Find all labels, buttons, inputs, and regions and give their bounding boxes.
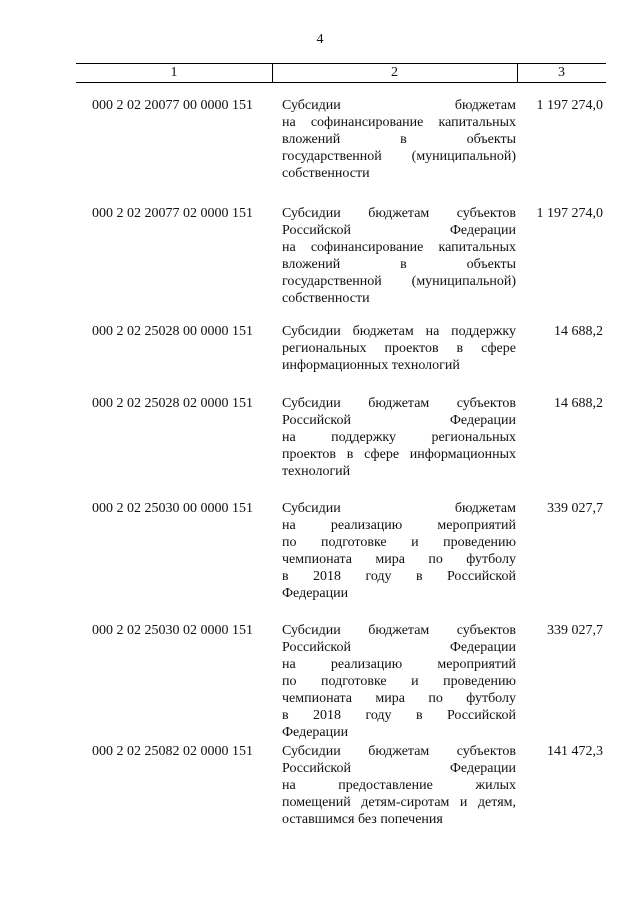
description-line: государственной (муниципальной): [282, 149, 516, 164]
amount: 14 688,2: [554, 396, 603, 411]
budget-code: 000 2 02 25030 02 0000 151: [92, 623, 253, 638]
description-line: на софинансирование капитальных: [282, 115, 516, 130]
description-line: Российской Федерации: [282, 223, 516, 238]
budget-code: 000 2 02 20077 00 0000 151: [92, 98, 253, 113]
description-line: технологий: [282, 464, 351, 479]
description-line: Субсидии бюджетам: [282, 501, 516, 516]
description: [282, 743, 516, 828]
description-line: оставшимся без попечения: [282, 812, 443, 827]
description: [282, 500, 516, 602]
description-line: по подготовке и проведению: [282, 535, 516, 550]
column-header-2: 2: [272, 64, 518, 82]
page-number: 4: [316, 32, 324, 47]
description-line: Российской Федерации: [282, 640, 516, 655]
description-line: Российской Федерации: [282, 761, 516, 776]
budget-code: 000 2 02 25028 00 0000 151: [92, 324, 253, 339]
description-line: Субсидии бюджетам на поддержку: [282, 324, 516, 339]
amount: 1 197 274,0: [536, 98, 603, 113]
column-header-1: 1: [76, 64, 273, 82]
budget-code: 000 2 02 25030 00 0000 151: [92, 501, 253, 516]
description-line: вложений в объекты: [282, 257, 516, 272]
description-line: Российской Федерации: [282, 413, 516, 428]
description-line: собственности: [282, 166, 370, 181]
description-line: Федерации: [282, 725, 349, 740]
description-line: Субсидии бюджетам: [282, 98, 516, 113]
description-line: на поддержку региональных: [282, 430, 516, 445]
description-line: в 2018 году в Российской: [282, 708, 516, 723]
description-line: на реализацию мероприятий: [282, 518, 516, 533]
description-line: по подготовке и проведению: [282, 674, 516, 689]
amount: 339 027,7: [547, 623, 603, 638]
description-line: информационных технологий: [282, 358, 460, 373]
description-line: на предоставление жилых: [282, 778, 516, 793]
description-line: Субсидии бюджетам субъектов: [282, 206, 516, 221]
description-line: Федерации: [282, 586, 349, 601]
description-line: Субсидии бюджетам субъектов: [282, 744, 516, 759]
description: [282, 622, 516, 741]
description-line: в 2018 году в Российской: [282, 569, 516, 584]
description: [282, 97, 516, 182]
description-line: собственности: [282, 291, 370, 306]
column-header-3: 3: [558, 65, 565, 80]
amount: 339 027,7: [547, 501, 603, 516]
description-line: чемпионата мира по футболу: [282, 552, 516, 567]
description-line: проектов в сфере информационных: [282, 447, 516, 462]
amount: 1 197 274,0: [536, 206, 603, 221]
table-column-header: [76, 63, 606, 83]
description: [282, 395, 516, 480]
description-line: вложений в объекты: [282, 132, 516, 147]
description: [282, 323, 516, 374]
description-line: Субсидии бюджетам субъектов: [282, 623, 516, 638]
description-line: чемпионата мира по футболу: [282, 691, 516, 706]
description-line: региональных проектов в сфере: [282, 341, 516, 356]
budget-code: 000 2 02 25082 02 0000 151: [92, 744, 253, 759]
budget-code: 000 2 02 25028 02 0000 151: [92, 396, 253, 411]
description-line: на софинансирование капитальных: [282, 240, 516, 255]
amount: 14 688,2: [554, 324, 603, 339]
description-line: государственной (муниципальной): [282, 274, 516, 289]
budget-code: 000 2 02 20077 02 0000 151: [92, 206, 253, 221]
description-line: помещений детям-сиротам и детям,: [282, 795, 516, 810]
description: [282, 205, 516, 307]
amount: 141 472,3: [547, 744, 603, 759]
description-line: Субсидии бюджетам субъектов: [282, 396, 516, 411]
description-line: на реализацию мероприятий: [282, 657, 516, 672]
